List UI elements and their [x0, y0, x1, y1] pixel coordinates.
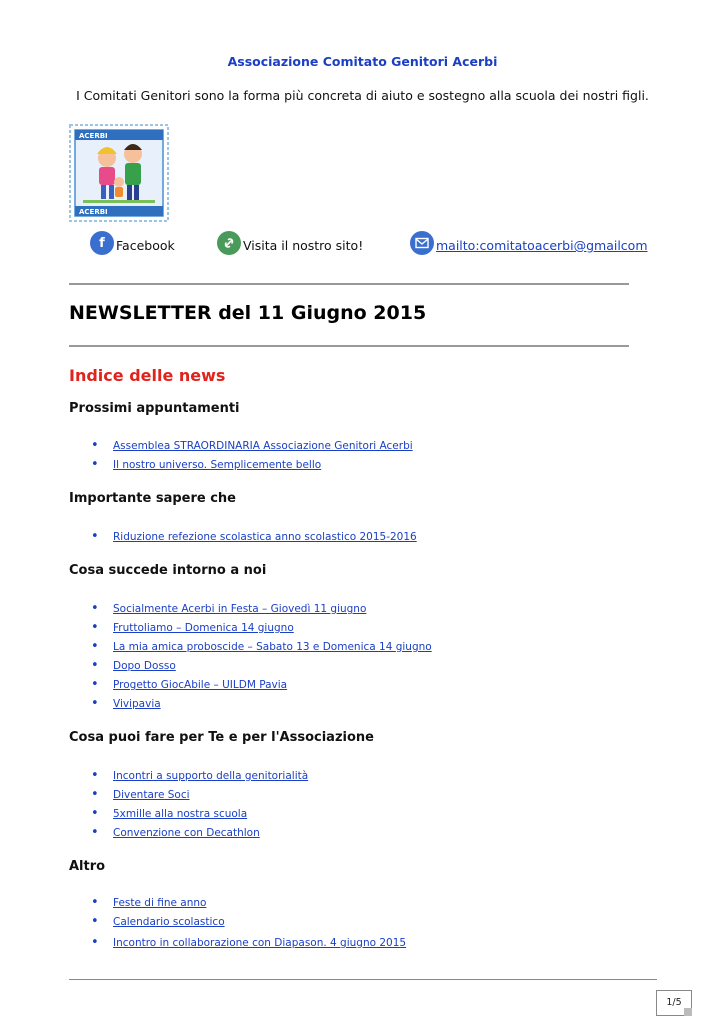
news-list: [91, 768, 308, 844]
news-link[interactable]: Progetto GiocAbile – UILDM Pavia: [113, 679, 288, 691]
news-list: [91, 895, 406, 954]
news-link[interactable]: Calendario scolastico: [113, 916, 225, 928]
divider-footer: [69, 979, 657, 980]
news-item[interactable]: [91, 620, 432, 639]
news-link[interactable]: Feste di fine anno: [113, 897, 207, 909]
news-link[interactable]: 5xmille alla nostra scuola: [113, 808, 248, 820]
divider-top: [69, 283, 629, 285]
divider-title: [69, 345, 629, 347]
news-item[interactable]: [91, 601, 432, 620]
news-item[interactable]: [91, 914, 406, 933]
news-item[interactable]: [91, 677, 432, 696]
news-link[interactable]: Diventare Soci: [113, 789, 190, 801]
news-link[interactable]: Riduzione refezione scolastica anno scolastico 2015-2016: [113, 531, 417, 543]
news-link[interactable]: Fruttoliamo – Domenica 14 giugno: [113, 622, 294, 634]
news-link[interactable]: Convenzione con Decathlon: [113, 827, 260, 839]
news-link[interactable]: Assemblea STRAORDINARIA Associazione Genitori Acerbi: [113, 440, 413, 452]
news-item[interactable]: [91, 935, 406, 954]
news-list: [91, 438, 413, 476]
newsletter-title: NEWSLETTER del 11 Giugno 2015: [69, 302, 427, 324]
news-item[interactable]: [91, 768, 308, 787]
news-link[interactable]: Vivipavia: [113, 698, 161, 710]
news-link[interactable]: La mia amica proboscide – Sabato 13 e Domenica 14 giugno: [113, 641, 432, 653]
stamp-text-top: ACERBI: [79, 132, 108, 140]
intro-text: I Comitati Genitori sono la forma più concreta di aiuto e sostegno alla scuola dei nostri figli.: [76, 88, 649, 103]
section-heading: Prossimi appuntamenti: [69, 401, 240, 416]
news-item[interactable]: [91, 529, 417, 548]
news-item[interactable]: [91, 438, 413, 457]
news-item[interactable]: [91, 825, 308, 844]
facebook-icon: f: [90, 231, 114, 255]
section-heading: Cosa succede intorno a noi: [69, 563, 267, 578]
section-heading: Cosa puoi fare per Te e per l'Associazione: [69, 730, 374, 745]
news-link[interactable]: Il nostro universo. Semplicemente bello: [113, 459, 322, 471]
news-link[interactable]: Incontro in collaborazione con Diapason. 4 giugno 2015: [113, 937, 407, 949]
facebook-link[interactable]: [90, 231, 175, 255]
news-item[interactable]: [91, 696, 432, 715]
news-item[interactable]: [91, 895, 406, 914]
news-list: [91, 601, 432, 715]
page-number: 1/5: [656, 990, 692, 1016]
news-link[interactable]: Dopo Dosso: [113, 660, 176, 672]
news-item[interactable]: [91, 457, 413, 476]
contact-row: [90, 231, 650, 263]
stamp-text-bottom: ACERBI: [79, 208, 108, 216]
facebook-label: Facebook: [116, 238, 175, 253]
association-logo-stamp: [69, 124, 169, 222]
link-icon: [217, 231, 241, 255]
news-item[interactable]: [91, 806, 308, 825]
email-link[interactable]: [410, 231, 648, 255]
mail-icon: [410, 231, 434, 255]
index-title: Indice delle news: [69, 366, 226, 385]
section-heading: Importante sapere che: [69, 491, 236, 506]
news-link[interactable]: Incontri a supporto della genitorialità: [113, 770, 309, 782]
association-title: Associazione Comitato Genitori Acerbi: [227, 54, 498, 69]
news-link[interactable]: Socialmente Acerbi in Festa – Giovedì 11 giugno: [113, 603, 367, 615]
section-heading: Altro: [69, 859, 106, 874]
email-label: mailto:comitatoacerbi@gmailcom: [436, 238, 648, 253]
news-item[interactable]: [91, 658, 432, 677]
news-item[interactable]: [91, 787, 308, 806]
website-label: Visita il nostro sito!: [243, 238, 364, 253]
news-item[interactable]: [91, 639, 432, 658]
news-list: [91, 529, 417, 548]
website-link[interactable]: [217, 231, 363, 255]
